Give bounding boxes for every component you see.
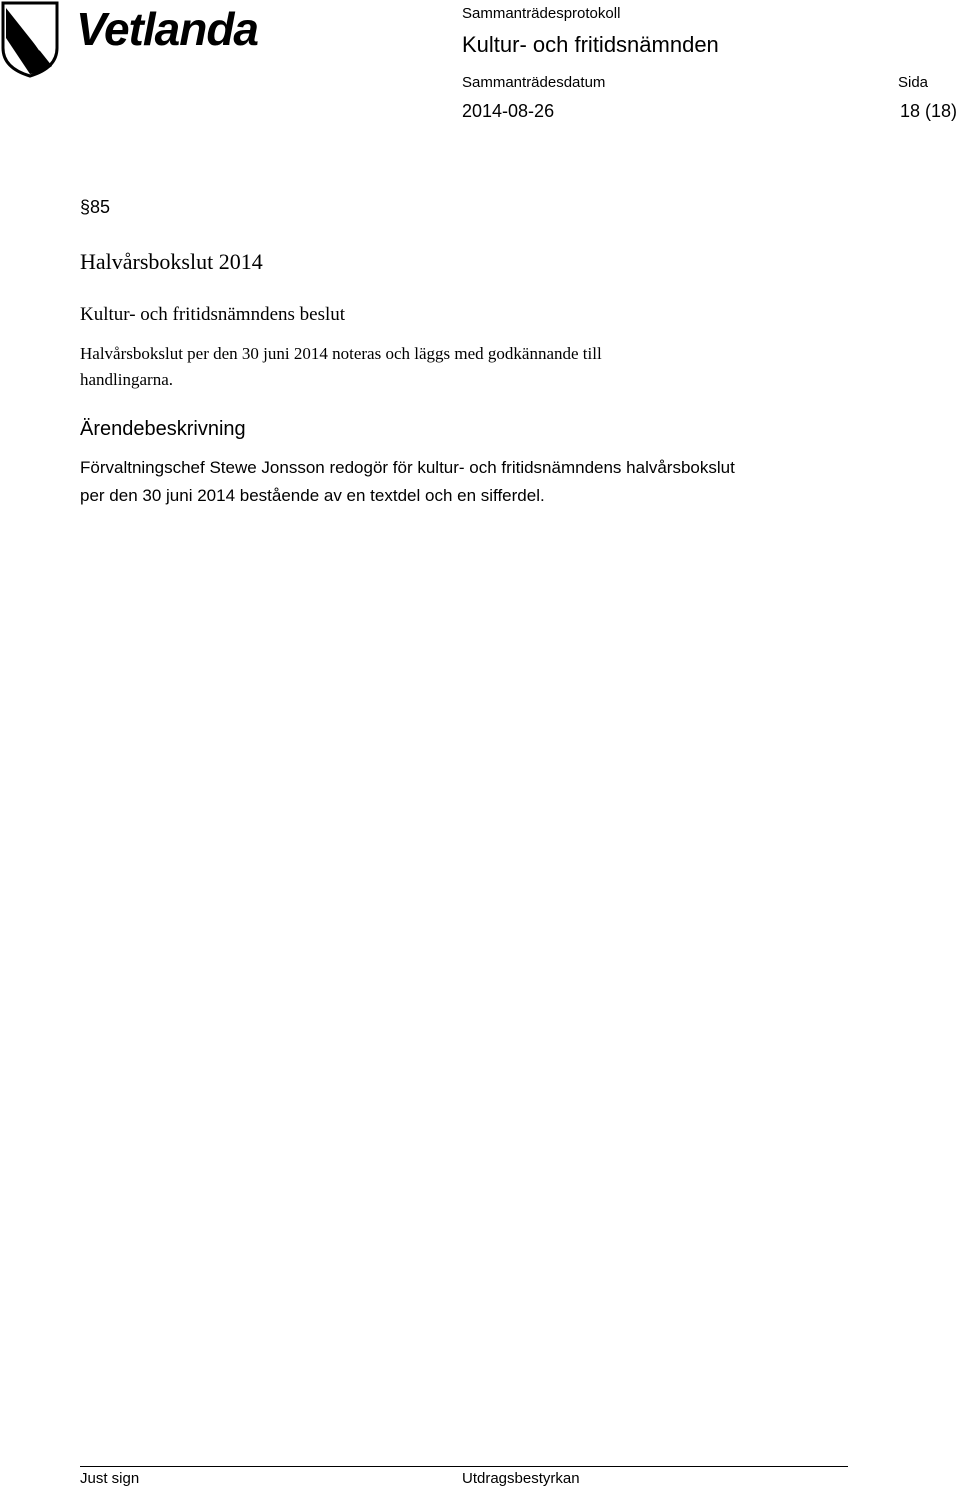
page-number: 18 (18) bbox=[900, 101, 958, 121]
municipality-shield-icon bbox=[0, 0, 60, 78]
decision-heading: Kultur- och fritidsnämndens beslut bbox=[80, 304, 346, 325]
decision-text-line-2: handlingarna. bbox=[80, 370, 173, 389]
description-text-line-2: per den 30 juni 2014 bestående av en textdel och en sifferdel. bbox=[80, 486, 545, 505]
page-label: Sida bbox=[898, 74, 929, 91]
committee-name: Kultur- och fritidsnämnden bbox=[462, 32, 719, 57]
document-type: Sammanträdesprotokoll bbox=[462, 5, 621, 22]
section-number: §85 bbox=[80, 197, 111, 217]
logo-wordmark: Vetlanda bbox=[76, 3, 259, 55]
meeting-date-value: 2014-08-26 bbox=[462, 101, 555, 121]
meeting-date-label: Sammanträdesdatum bbox=[462, 74, 606, 91]
description-heading: Ärendebeskrivning bbox=[80, 418, 246, 440]
sign-label: Just sign bbox=[80, 1470, 140, 1487]
description-text-line-1: Förvaltningschef Stewe Jonsson redogör för kultur- och fritidsnämndens halvårsbokslut bbox=[80, 458, 735, 477]
footer-divider bbox=[80, 1466, 848, 1467]
agenda-item-title: Halvårsbokslut 2014 bbox=[80, 249, 263, 274]
decision-text-line-1: Halvårsbokslut per den 30 juni 2014 noteras och läggs med godkännande till bbox=[80, 344, 602, 363]
extract-certification-label: Utdragsbestyrkan bbox=[462, 1470, 580, 1487]
